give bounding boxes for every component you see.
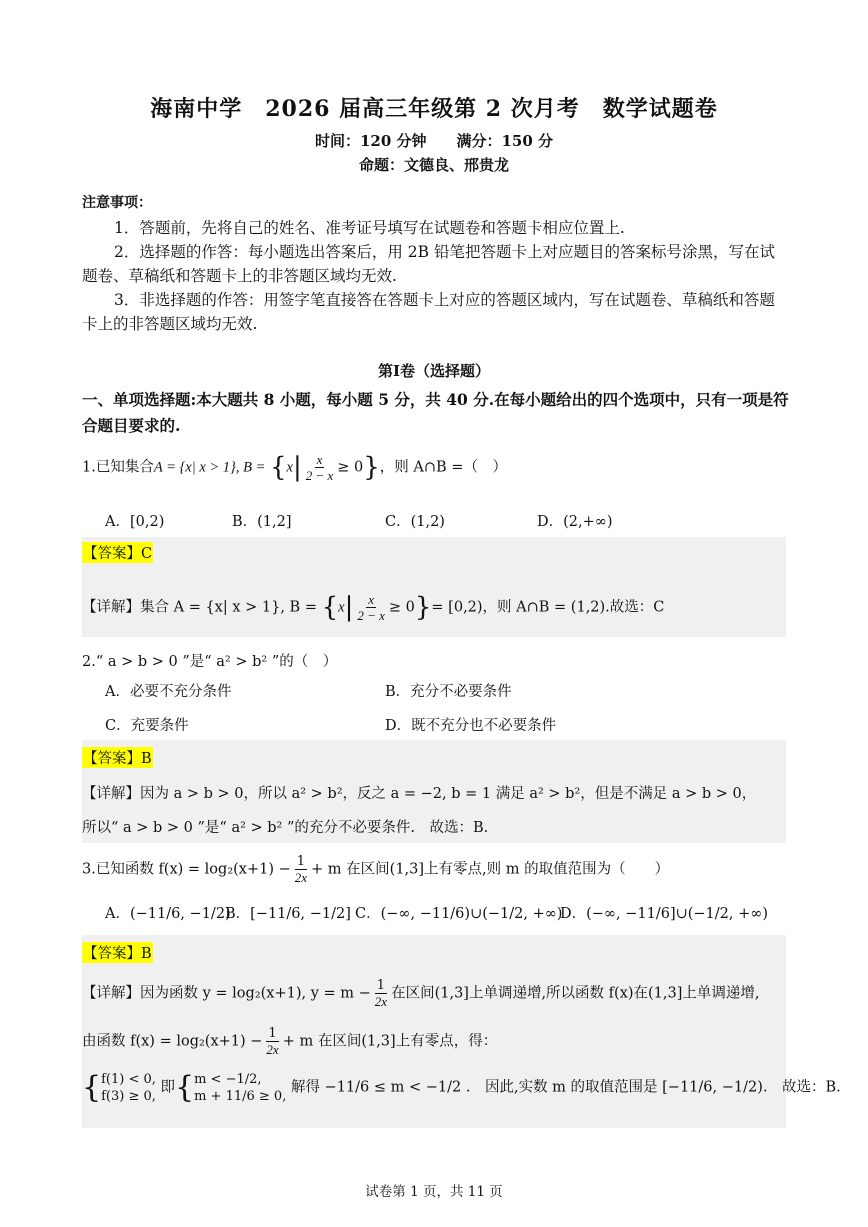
section-title: 第Ⅰ卷（选择题） (377, 362, 491, 380)
q2-detail-line1: 【详解】因为 a > b > 0，所以 a² > b²，反之 a = −2, b = 1 满足 a² > b²，但是不满足 a > b > 0， (82, 786, 757, 802)
q1-set-a: A = {x| x > 1}, B = (153, 459, 266, 476)
q2-answer-label: 【答案】B (82, 747, 153, 768)
q1-prefix: 1.已知集合 (82, 459, 154, 476)
q3-detail1-tail: 在区间(1,3]上单调递增,所以函数 f(x)在(1,3]上单调递增, (391, 985, 760, 1002)
q2-option-c: C．充要条件 (105, 718, 189, 734)
q3-detail1-prefix: 【详解】因为函数 y = log₂(x+1), y = m − (82, 985, 371, 1002)
q3-option-b: B．[−11/6, −1/2] (225, 906, 351, 922)
q1-frac-den: 2 − x (305, 468, 334, 483)
q3-ji: 即 (160, 1079, 175, 1096)
notice-heading: 注意事项： (82, 195, 152, 211)
q2-option-b: B．充分不必要条件 (385, 684, 512, 700)
q3-answer-label: 【答案】B (82, 942, 153, 963)
q2-option-d: D．既不充分也不必要条件 (385, 718, 557, 734)
q2-detail-line2: 所以“ a > b > 0 ”是“ a² > b² ”的充分不必要条件. 故选：B. (82, 820, 489, 836)
time-score: 时间：120 分钟 满分：150 分 (314, 132, 554, 150)
q3-detail-line2: 由函数 f(x) = log₂(x+1) − $\frac{1}{2x}$ + m 在区间(1,3]上有零点，得： (82, 1026, 498, 1057)
q3-tail: + m 在区间(1,3]上有零点,则 m 的取值范围为（ ） (311, 861, 670, 878)
q2-option-a: A．必要不充分条件 (105, 684, 232, 700)
q1-detail-tail: = [0,2)，则 A∩B = (1,2).故选：C (431, 599, 665, 616)
q1-option-c: C．(1,2) (385, 514, 445, 530)
q1-option-b: B．(1,2] (232, 514, 292, 530)
q3-system-2: m < −1/2, m + 11/6 ≥ 0, (194, 1071, 287, 1104)
exam-title: 海南中学 2026 届高三年级第 2 次月考 数学试题卷 (150, 96, 718, 122)
q3-option-a: A．(−11/6, −1/2) (105, 906, 231, 922)
q3-option-c: C．(−∞, −11/6)∪(−1/2, +∞) (355, 906, 563, 922)
q3-detail2-tail: + m 在区间(1,3]上有零点，得： (282, 1033, 498, 1050)
part-heading: 一、单项选择题:本大题共 8 小题，每小题 5 分，共 40 分.在每小题给出的四个选项中，只有一项是符合题目要求的. (82, 390, 789, 435)
question-3-stem: 3.已知函数 f(x) = log₂(x+1) − $\frac{1}{2x}$ + m 在区间(1,3]上有零点,则 m 的取值范围为（ ） (82, 854, 670, 885)
q1-detail: 【详解】集合 A = {x| x > 1}, B = {x| $\frac{x}{2 - x}$ ≥ 0}= [0,2)，则 A∩B = (1,2).故选：C (82, 592, 665, 623)
authors: 命题：文德良、邢贵龙 (358, 156, 509, 174)
brace-open: { (269, 452, 287, 483)
q1-detail-prefix: 【详解】集合 A = {x| x > 1}, B = (82, 599, 317, 616)
q1-option-d: D．(2,+∞) (537, 514, 613, 530)
q3-prefix: 3.已知函数 f(x) = log₂(x+1) − (82, 861, 291, 878)
q1-frac-num: x (316, 452, 323, 467)
q3-system-1: f(1) < 0, f(3) ≥ 0, (101, 1071, 156, 1104)
notice-item: 2．选择题的作答：每小题选出答案后，用 2B 铅笔把答题卡上对应题目的答案标号涂黑，写在试题卷、草稿纸和答题卡上的非答题区域均无效. (82, 243, 775, 285)
question-1-stem: 1.已知集合A = {x| x > 1}, B = {x| $\frac{x}{2 - x}$ ≥ 0}，则 A∩B =（ ） (82, 452, 507, 483)
q3-option-d: D．(−∞, −11/6]∪(−1/2, +∞) (560, 906, 768, 922)
notice-item: 1．答题前，先将自己的姓名、准考证号填写在试题卷和答题卡相应位置上. (114, 219, 625, 237)
q3-conclusion: 解得 −11/6 ≤ m < −1/2 . 因此,实数 m 的取值范围是 [−11/6, −1/2). 故选：B. (290, 1079, 841, 1096)
q1-answer-label: 【答案】C (82, 542, 153, 563)
q3-detail-line3: { f(1) < 0, f(3) ≥ 0, 即{ m < −1/2, m + 11/6 ≥ 0, 解得 −11/6 ≤ m < −1/2 . 因此,实数 m 的取值范围是 [−11/6, −1/2). 故选：B. (82, 1070, 841, 1105)
q3-detail2-prefix: 由函数 f(x) = log₂(x+1) − (82, 1033, 263, 1050)
q3-detail-line1: 【详解】因为函数 y = log₂(x+1), y = m − $\frac{1}{2x}$ 在区间(1,3]上单调递增,所以函数 f(x)在(1,3]上单调递增, (82, 978, 760, 1009)
question-2-stem: 2.“ a > b > 0 ”是“ a² > b² ”的（ ） (82, 654, 338, 670)
q1-tail: ，则 A∩B =（ ） (379, 459, 507, 476)
page-footer: 试卷第 1 页，共 11 页 (365, 1184, 503, 1200)
notice-item: 3．非选择题的作答：用签字笔直接答在答题卡上对应的答题区域内，写在试题卷、草稿纸和答题卡上的非答题区域均无效. (82, 291, 775, 333)
q1-option-a: A．[0,2) (105, 514, 165, 530)
